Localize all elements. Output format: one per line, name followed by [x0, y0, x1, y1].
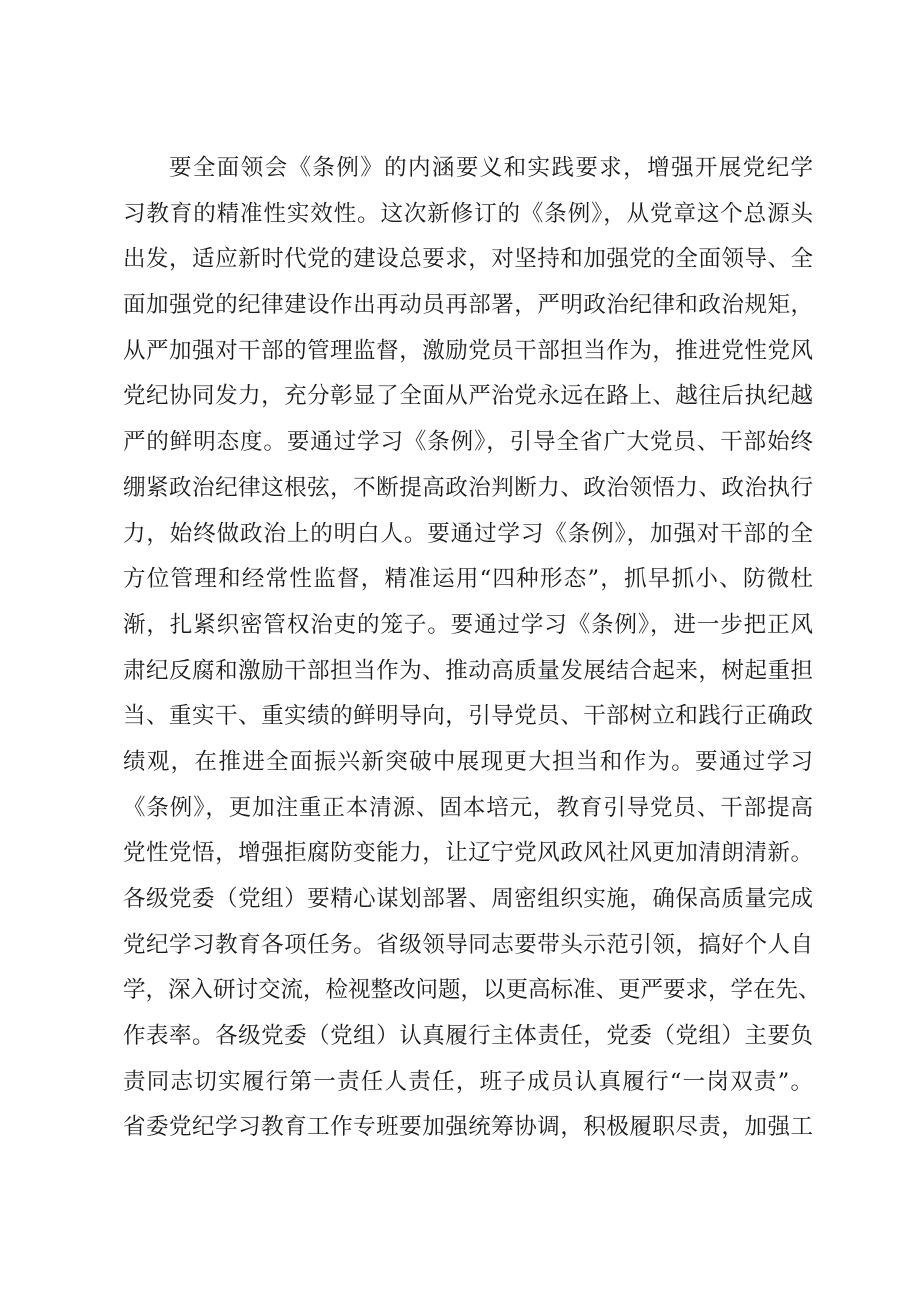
text-line: 学，深入研讨交流，检视整改问题，以更高标准、更严要求，学在先、 — [123, 977, 821, 1004]
text-line: 要全面领会《条例》的内涵要义和实践要求，增强开展党纪学 — [169, 155, 813, 181]
text-line: 省委党纪学习教育工作专班要加强统筹协调，积极履职尽责，加强工 — [123, 1114, 813, 1141]
text-line: 作表率。各级党委（党组）认真履行主体责任，党委（党组）主要负 — [123, 1023, 813, 1050]
text-line: 出发，适应新时代党的建设总要求，对坚持和加强党的全面领导、全 — [123, 246, 813, 273]
text-line: 党纪协同发力，充分彰显了全面从严治党永远在路上、越往后执纪越 — [123, 383, 813, 410]
text-line: 各级党委（党组）要精心谋划部署、周密组织实施，确保高质量完成 — [123, 886, 813, 912]
text-line: 渐，扎紧织密管权治吏的笼子。要通过学习《条例》，进一步把正风 — [123, 611, 813, 638]
text-line: 面加强党的纪律建设作出再动员再部署，严明政治纪律和政治规矩， — [123, 292, 813, 319]
text-line: 《条例》，更加注重正本清源、固本培元，教育引导党员、干部提高 — [123, 794, 813, 821]
text-line: 责同志切实履行第一责任人责任，班子成员认真履行“一岗双责”。 — [123, 1068, 813, 1095]
text-line: 方位管理和经常性监督，精准运用“四种形态”，抓早抓小、防微杜 — [123, 566, 813, 593]
text-line: 绷紧政治纪律这根弦，不断提高政治判断力、政治领悟力、政治执行 — [123, 474, 813, 501]
text-line: 绩观，在推进全面振兴新突破中展现更大担当和作为。要通过学习 — [123, 748, 813, 775]
text-line: 肃纪反腐和激励干部担当作为、推动高质量发展结合起来，树起重担 — [123, 657, 813, 684]
text-line: 当、重实干、重实绩的鲜明导向，引导党员、干部树立和践行正确政 — [123, 703, 813, 730]
document-body — [123, 146, 821, 1151]
text-line: 从严加强对干部的管理监督，激励党员干部担当作为，推进党性党风 — [123, 337, 813, 364]
text-line: 党性党悟，增强拒腐防变能力，让辽宁党风政风社风更加清朗清新。 — [123, 840, 813, 867]
text-line: 力，始终做政治上的明白人。要通过学习《条例》，加强对干部的全 — [123, 520, 813, 547]
text-line: 党纪学习教育各项任务。省级领导同志要带头示范引领，搞好个人自 — [123, 931, 813, 958]
text-line: 习教育的精准性实效性。这次新修订的《条例》，从党章这个总源头 — [123, 200, 813, 227]
text-line: 严的鲜明态度。要通过学习《条例》，引导全省广大党员、干部始终 — [123, 429, 813, 456]
